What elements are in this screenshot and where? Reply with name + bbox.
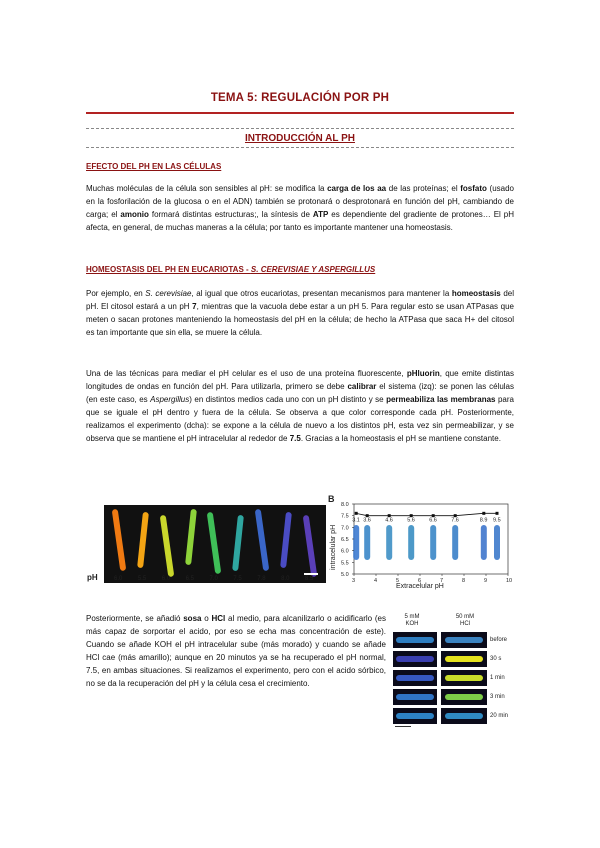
intracellular-ph-chart (326, 494, 516, 590)
time-label-2: 1 min (490, 675, 505, 681)
y-tick-label: 6.0 (341, 548, 349, 555)
chart-svg (326, 494, 516, 590)
koh-cell-1 (393, 651, 437, 667)
p1-text: formará distintas estructuras;, la síntesis de (148, 210, 313, 219)
ph-tick-label: 8.0 (281, 576, 290, 582)
p3-text: para que se iguale el pH dentro y fuera de la célula. Se observa a que color corresponde cada pH. Posteriormente, realizamos el experimento (dcha): se expone a la célula de nuevo a los distintos pH, esta vez sin permeabilizar, y se observa que se mantiene el pH intracelular al rededor de (86, 395, 514, 443)
hypha-2 (159, 515, 174, 577)
hcl-hypha-2 (445, 675, 483, 681)
cell-ph-label: 7.6 (451, 517, 459, 524)
time-label-1: 30 s (490, 656, 502, 662)
y-axis-label: intracelular pH (330, 524, 337, 570)
cell-ph-label: 3.1 (352, 517, 360, 524)
calibration-figure (104, 505, 326, 583)
hcl-hypha-1 (445, 656, 483, 662)
y-tick-label: 6.5 (341, 537, 349, 543)
y-tick-label: 5.5 (341, 560, 349, 567)
p3-text: . Gracias a la homeostasis el pH se mantiene constante. (300, 434, 501, 443)
p2-text: , mientras que la vacuola debe estar a un pH 5. Para regular esto se usan ATPasas que meten o sacan protones manteniendo la homeostasis del pH en la célula; de hecho la ATPasa que saca H+ del citosol es tan importante que sin ella, se muere la célula. (86, 302, 514, 337)
time-label-3: 3 min (490, 694, 505, 700)
p2-text: del pH. El citosol estará a un pH (86, 289, 514, 311)
ph-tick-label: 5.5 (137, 576, 147, 582)
cell-ph-label: 4.6 (385, 517, 393, 524)
ph-tick-label: 6.0 (114, 576, 123, 582)
p1-bold: fosfato (460, 184, 487, 193)
x-tick-label: 8 (462, 578, 466, 584)
koh-hypha-1 (396, 656, 434, 662)
y-tick-label: 7.0 (341, 525, 349, 532)
hcl-cell-3 (441, 689, 487, 705)
ph-tick-label: 8.5 (304, 576, 314, 582)
hypha-0 (112, 509, 127, 571)
koh-cell-2 (393, 670, 437, 686)
hcl-conc: 50 mM (455, 614, 475, 620)
koh-cell-3 (393, 689, 437, 705)
p1-bold: carga de los aa (327, 184, 387, 193)
hcl-cell-0 (441, 632, 487, 648)
koh-hypha-0 (396, 637, 434, 643)
p1-text: Muchas moléculas de la célula son sensibles al pH: se modifica la (86, 184, 328, 193)
hypha-image-6 (481, 525, 487, 560)
hypha-8 (303, 515, 318, 577)
ph-tick-label: 7.5 (233, 576, 242, 582)
hypha-image-7 (494, 525, 500, 560)
koh-hypha-3 (396, 694, 434, 700)
x-tick-label: 3 (352, 578, 356, 584)
ph-tick-label: 7.8 (257, 576, 266, 582)
p4-text: al medio, para alcanilizarlo o acidificarlo (es más capaz de sorportar el acido, por eso se echa mas concentración de este). Cuando se añade KOH el pH intracelular sube (más morado) y cuando se añade HCl cae (más amarillo); aunque en 20 minutos ya se ha recuperado el pH normal, 7.5, en ambas situaciones. Si realizamos el experimento, pero con el acido sórbico, no se da la recuperación del pH y la célula cesa el crecimiento. (86, 614, 386, 688)
hypha-3 (185, 509, 197, 565)
x-tick-label: 10 (506, 578, 513, 584)
p2-bold: 7 (192, 302, 197, 311)
dashed-rule-bottom (86, 147, 514, 148)
hypha-6 (255, 509, 270, 571)
p4-bold: sosa (183, 614, 202, 623)
section-title: INTRODUCCIÓN AL PH (245, 133, 355, 144)
p2-italic: S. cerevisiae (145, 289, 192, 298)
x-tick-label: 4 (374, 578, 378, 584)
page-title: TEMA 5: REGULACIÓN POR PH (210, 92, 390, 104)
p1-text: es dependiente del gradiente de protones… El pH afecta, en general, de muchas maneras a la célula; por tanto es importante mantener una homeostasis. (86, 210, 515, 232)
p4-bold: HCl (211, 614, 226, 623)
ph-tick-label: 6.0 (161, 576, 171, 582)
hypha-1 (137, 512, 149, 568)
hypha-7 (280, 512, 292, 568)
p1-text: (usado en la fosforilación de la glucosa o en el ADN) también se protonará o desprotonará en función del pH, cambiando de carga; el (86, 184, 515, 219)
time-course-figure (393, 612, 515, 730)
cell-ph-label: 3.6 (363, 517, 371, 524)
time-label-4: 20 min (490, 713, 509, 719)
cell-ph-label: 5.6 (407, 517, 415, 524)
p3-bold: calibrar (347, 382, 377, 391)
p3-text: , que emite distintas longitudes de ondas en función del pH. Para utilizarla, primero se debe (86, 369, 514, 391)
p4-text: o (201, 614, 212, 623)
y-tick-label: 5.0 (341, 572, 349, 578)
koh-cell-0 (393, 632, 437, 648)
p3-italic: Aspergillus (150, 395, 190, 404)
data-point-0 (355, 512, 358, 515)
cell-ph-label: 8.9 (479, 517, 488, 524)
heading-homeostasis-italic: S. CEREVISIAE Y ASPERGILLUS (250, 265, 376, 274)
ph-tick-row (104, 576, 326, 586)
p1-bold: amonio (120, 210, 149, 219)
cell-ph-label: 6.6 (429, 517, 437, 524)
hcl-hypha-4 (445, 713, 483, 719)
title-rule (86, 112, 514, 114)
hcl-cell-4 (441, 708, 487, 724)
panel-letter: B (328, 494, 335, 504)
y-tick-label: 7.5 (341, 513, 349, 520)
y-tick-label: 8.0 (341, 502, 349, 508)
dashed-rule-top (86, 128, 514, 129)
hypha-image-1 (364, 525, 370, 560)
koh-hypha-4 (396, 713, 434, 719)
scale-bar (304, 573, 318, 575)
p3-text: Una de las técnicas para mediar el pH celular es el uso de una proteína fluorescente, (86, 369, 407, 378)
time-label-0: before (490, 637, 508, 643)
paragraph-2 (86, 287, 514, 339)
p3-bold: pHluorin (406, 369, 440, 378)
koh-cell-4 (393, 708, 437, 724)
paragraph-1 (86, 182, 514, 234)
hcl-cell-1 (441, 651, 487, 667)
p3-text: ) en distintos medios cada uno con un pH distinto y se (189, 395, 387, 404)
p1-text: de las proteínas; el (386, 184, 461, 193)
hypha-image-5 (452, 525, 458, 560)
intracellular-ph-line (356, 513, 497, 515)
paragraph-4 (86, 612, 386, 690)
hypha-image-4 (430, 525, 436, 560)
p2-text: Por ejemplo, en (86, 289, 146, 298)
hcl-cell-2 (441, 670, 487, 686)
hypha-4 (207, 512, 222, 574)
koh-conc: 5 mM (404, 614, 420, 620)
x-tick-label: 9 (484, 578, 488, 584)
data-point-7 (496, 512, 499, 515)
hypha-image-0 (353, 525, 359, 560)
cell-ph-label: 9.5 (493, 517, 501, 524)
p4-text: Posteriormente, se añadió (86, 614, 184, 623)
p2-text: , al igual que otros eucariotas, presentan mecanismos para mantener la (191, 289, 452, 298)
ph-tick-label: 7.0 (209, 576, 218, 582)
p3-text: el sistema (izq): se ponen las células (en este caso, es (86, 382, 514, 404)
hcl-hypha-3 (445, 694, 483, 700)
heading-homeostasis-text: HOMEOSTASIS DEL PH EN EUCARIOTAS - (86, 265, 251, 274)
heading-efecto: EFECTO DEL PH EN LAS CÉLULAS (86, 162, 222, 171)
p2-bold: homeostasis (451, 289, 501, 298)
ph-axis-label: pH (87, 573, 98, 582)
x-tick-label: 6 (418, 578, 422, 584)
hcl-label: HCl (460, 621, 470, 627)
paragraph-3 (86, 367, 514, 445)
p3-bold: 7.5 (289, 434, 301, 443)
hypha-image-3 (408, 525, 414, 560)
hcl-header (445, 614, 485, 628)
hypha-image-2 (386, 525, 392, 560)
data-point-6 (482, 512, 485, 515)
x-axis-label: Extracelular pH (396, 583, 444, 590)
heading-homeostasis (86, 265, 375, 274)
ph-tick-label: 6.5 (185, 576, 194, 582)
x-tick-label: 7 (440, 578, 444, 584)
p3-bold: permeabiliza las membranas (386, 395, 496, 404)
hypha-5 (232, 515, 244, 571)
scale-bar (395, 726, 411, 727)
koh-header (395, 614, 429, 628)
x-tick-label: 5 (396, 578, 400, 584)
koh-label: KOH (405, 621, 419, 627)
p1-bold: ATP (312, 210, 329, 219)
koh-hypha-2 (396, 675, 434, 681)
hcl-hypha-0 (445, 637, 483, 643)
